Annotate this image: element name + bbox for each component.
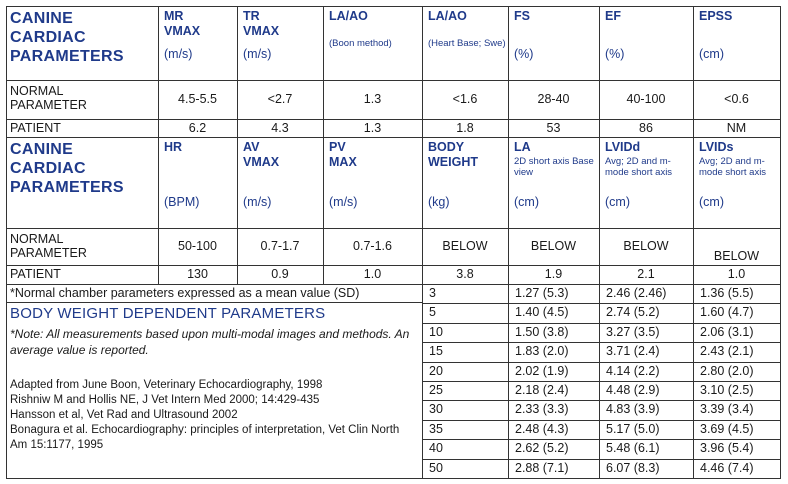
column-header-subtitle: Avg; 2D and m-mode short axis	[699, 156, 767, 178]
reference-line: Rishniw M and Hollis NE, J Vet Intern Med 2000; 14:429-435	[10, 394, 320, 406]
column-header	[243, 9, 321, 79]
patient-label: PATIENT	[10, 267, 61, 281]
lvids-value: 1.60 (4.7)	[700, 305, 754, 320]
grid-line-vertical	[422, 284, 423, 479]
column-header-unit: (cm)	[699, 195, 724, 209]
column-header-name: PV	[329, 140, 346, 154]
section-title-line: CARDIAC	[10, 160, 86, 177]
column-header-unit: (m/s)	[243, 195, 272, 209]
column-header-name: LA	[514, 140, 531, 154]
column-header-name: TR	[243, 9, 260, 23]
grid-line-horizontal	[422, 303, 781, 304]
lvids-value: 4.46 (7.4)	[700, 460, 754, 475]
normal-parameter-value: 0.7-1.6	[353, 239, 392, 253]
lvidd-value: 4.48 (2.9)	[606, 383, 660, 397]
la-value: 1.83 (2.0)	[515, 344, 569, 359]
section-title-line: CANINE	[10, 10, 74, 27]
column-header-name: LA/AO	[428, 9, 467, 23]
patient-value: 1.9	[544, 267, 563, 281]
lvidd-value: 2.74 (5.2)	[606, 305, 660, 320]
lvids-value: 2.06 (3.1)	[700, 324, 754, 339]
column-header	[164, 9, 235, 79]
column-header-name: MR	[164, 9, 184, 23]
lvids-value: 2.43 (2.1)	[700, 344, 754, 359]
column-header-name: VMAX	[243, 24, 280, 38]
normal-parameter-value: 40-100	[626, 92, 666, 106]
la-value: 1.40 (4.5)	[515, 305, 569, 320]
lvidd-value: 5.17 (5.0)	[606, 421, 660, 436]
column-header-unit: (%)	[605, 47, 625, 61]
weight-kg-value: 50	[429, 460, 443, 475]
column-header	[699, 9, 778, 79]
column-header	[329, 9, 420, 79]
la-value: 1.27 (5.3)	[515, 286, 569, 300]
lvids-value: 3.96 (5.4)	[700, 441, 754, 456]
weight-kg-value: 35	[429, 421, 443, 436]
grid-line-horizontal	[6, 228, 781, 229]
column-header-name: LVIDd	[605, 140, 641, 154]
grid-line-horizontal	[422, 381, 781, 382]
patient-value: 1.3	[363, 121, 382, 135]
grid-line-horizontal	[6, 265, 781, 266]
patient-label: PATIENT	[10, 121, 61, 135]
lvidd-value: 6.07 (8.3)	[606, 460, 660, 475]
reference-line: Hansson et al, Vet Rad and Ultrasound 2002	[10, 409, 238, 421]
column-header-subtitle: (Boon method)	[329, 38, 392, 49]
normal-parameter-label-line: PARAMETER	[10, 98, 87, 112]
column-header-name: LVIDs	[699, 140, 734, 154]
normal-parameter-value: BELOW	[442, 239, 488, 253]
grid-line-vertical	[780, 284, 781, 479]
grid-line-horizontal	[6, 137, 781, 138]
footnote: *Normal chamber parameters expressed as a mean value (SD)	[10, 286, 360, 300]
column-header	[329, 140, 420, 227]
column-header	[164, 140, 235, 227]
body-weight-section-title: BODY WEIGHT DEPENDENT PARAMETERS	[10, 305, 326, 322]
column-header-subtitle: Avg; 2D and m-mode short axis	[605, 156, 673, 178]
la-value: 2.02 (1.9)	[515, 363, 569, 378]
normal-parameter-label-line: NORMAL	[10, 232, 64, 246]
section-title-line: CANINE	[10, 141, 74, 158]
column-header-name: VMAX	[164, 24, 201, 38]
patient-value: 2.1	[637, 267, 655, 281]
normal-parameter-value: <2.7	[267, 92, 293, 106]
column-header-unit: (%)	[514, 47, 534, 61]
grid-line-horizontal	[6, 302, 423, 303]
grid-line-horizontal	[422, 400, 781, 401]
column-header-name: EF	[605, 9, 621, 23]
lvidd-value: 3.71 (2.4)	[606, 344, 660, 359]
weight-kg-value: 20	[429, 363, 443, 378]
grid-line-horizontal	[422, 439, 781, 440]
grid-line-horizontal	[6, 119, 781, 120]
grid-line-vertical	[237, 6, 238, 284]
column-header	[428, 140, 506, 227]
weight-kg-value: 25	[429, 383, 443, 397]
la-value: 2.18 (2.4)	[515, 383, 569, 397]
column-header-unit: (BPM)	[164, 195, 200, 209]
normal-parameter-value: 0.7-1.7	[260, 239, 300, 253]
column-header	[605, 140, 691, 227]
lvidd-value: 4.14 (2.2)	[606, 363, 660, 378]
section-title-line: CARDIAC	[10, 29, 86, 46]
column-header-unit: (m/s)	[243, 47, 272, 61]
grid-line-horizontal	[6, 6, 781, 7]
grid-line-vertical	[599, 6, 600, 284]
column-header-subtitle: 2D short axis Base view	[514, 156, 594, 178]
lvidd-value: 5.48 (6.1)	[606, 441, 660, 456]
grid-line-vertical	[323, 6, 324, 284]
patient-value: 4.3	[271, 121, 289, 135]
grid-line-horizontal	[422, 323, 781, 324]
lvids-value: 3.10 (2.5)	[700, 383, 754, 397]
la-value: 2.62 (5.2)	[515, 441, 569, 456]
patient-value: 1.0	[363, 267, 382, 281]
lvids-value: 3.69 (4.5)	[700, 421, 754, 436]
reference-line: Adapted from June Boon, Veterinary Echocardiography, 1998	[10, 379, 323, 391]
grid-line-vertical	[158, 6, 159, 284]
lvids-value: 2.80 (2.0)	[700, 363, 754, 378]
column-header-unit: (cm)	[514, 195, 539, 209]
column-header-name: LA/AO	[329, 9, 368, 23]
column-header-name: AV	[243, 140, 260, 154]
normal-parameter-value: <0.6	[724, 92, 749, 106]
column-header-name: EPSS	[699, 9, 733, 23]
measurement-note: *Note: All measurements based upon multi-modal images and methods. An average value is reported.	[10, 327, 410, 357]
column-header-name: VMAX	[243, 155, 280, 169]
grid-line-horizontal	[6, 284, 781, 285]
column-header	[605, 9, 691, 79]
patient-value: 3.8	[456, 267, 474, 281]
section-title	[10, 9, 156, 79]
column-header-subtitle: (Heart Base; Swe)	[428, 38, 506, 49]
column-header-unit: (kg)	[428, 195, 450, 209]
normal-parameter-label	[10, 232, 156, 265]
patient-value: NM	[726, 121, 747, 135]
column-header-name: BODY	[428, 140, 465, 154]
la-value: 2.88 (7.1)	[515, 460, 569, 475]
grid-line-vertical	[422, 6, 423, 284]
normal-parameter-value: 28-40	[537, 92, 570, 106]
column-header-unit: (m/s)	[329, 195, 358, 209]
column-header	[514, 140, 597, 227]
column-header-name: MAX	[329, 155, 357, 169]
references	[10, 378, 414, 478]
weight-kg-value: 3	[429, 286, 436, 300]
lvidd-value: 4.83 (3.9)	[606, 402, 660, 417]
column-header	[243, 140, 321, 227]
patient-value: 0.9	[271, 267, 289, 281]
lvidd-value: 3.27 (3.5)	[606, 324, 660, 339]
column-header	[428, 9, 506, 79]
column-header-unit: (cm)	[699, 47, 724, 61]
reference-line: Bonagura et al. Echocardiography: principles of interpretation, Vet Clin North Am 15:1177, 1995	[10, 424, 400, 451]
column-header	[699, 140, 778, 227]
lvids-value: 1.36 (5.5)	[700, 286, 754, 300]
grid-line-vertical	[508, 284, 509, 479]
patient-value: 130	[187, 267, 208, 281]
grid-line-vertical	[780, 6, 781, 284]
weight-kg-value: 40	[429, 441, 443, 456]
normal-parameter-value: BELOW	[530, 239, 577, 253]
column-header-name: FS	[514, 9, 530, 23]
column-header	[514, 9, 597, 79]
patient-value: 53	[546, 121, 561, 135]
lvids-value: 3.39 (3.4)	[700, 402, 754, 417]
weight-kg-value: 30	[429, 402, 443, 417]
weight-kg-value: 10	[429, 324, 443, 339]
column-header-name: WEIGHT	[428, 155, 478, 169]
normal-parameter-value: <1.6	[452, 92, 478, 106]
grid-line-vertical	[6, 284, 7, 479]
column-header-unit: (cm)	[605, 195, 630, 209]
grid-line-vertical	[693, 6, 694, 284]
patient-value: 1.0	[727, 267, 746, 281]
la-value: 1.50 (3.8)	[515, 324, 569, 339]
grid-line-horizontal	[422, 342, 781, 343]
weight-kg-value: 15	[429, 344, 443, 359]
patient-value: 6.2	[188, 121, 207, 135]
section-title-line: PARAMETERS	[10, 179, 124, 196]
normal-parameter-value: 50-100	[178, 239, 217, 253]
la-value: 2.33 (3.3)	[515, 402, 569, 417]
weight-kg-value: 5	[429, 305, 436, 320]
grid-line-horizontal	[422, 459, 781, 460]
column-header-unit: (m/s)	[164, 47, 193, 61]
column-header-name: HR	[164, 140, 183, 154]
grid-line-vertical	[6, 6, 7, 284]
la-value: 2.48 (4.3)	[515, 421, 569, 436]
section-title-line: PARAMETERS	[10, 48, 124, 65]
grid-line-vertical	[693, 284, 694, 479]
grid-line-vertical	[508, 6, 509, 284]
normal-parameter-value: BELOW	[623, 239, 669, 253]
normal-parameter-label-line: PARAMETER	[10, 246, 87, 260]
section-title	[10, 140, 156, 227]
normal-parameter-value: 1.3	[363, 92, 382, 106]
grid-line-horizontal	[422, 420, 781, 421]
grid-line-horizontal	[6, 478, 781, 479]
lvidd-value: 2.46 (2.46)	[606, 286, 667, 300]
normal-parameter-label	[10, 84, 156, 119]
grid-line-horizontal	[6, 80, 781, 81]
normal-parameter-value: 4.5-5.5	[178, 92, 217, 106]
grid-line-vertical	[599, 284, 600, 479]
grid-line-horizontal	[422, 362, 781, 363]
patient-value: 86	[639, 121, 653, 135]
patient-value: 1.8	[456, 121, 474, 135]
normal-parameter-label-line: NORMAL	[10, 84, 64, 98]
normal-parameter-value: BELOW	[713, 249, 760, 263]
